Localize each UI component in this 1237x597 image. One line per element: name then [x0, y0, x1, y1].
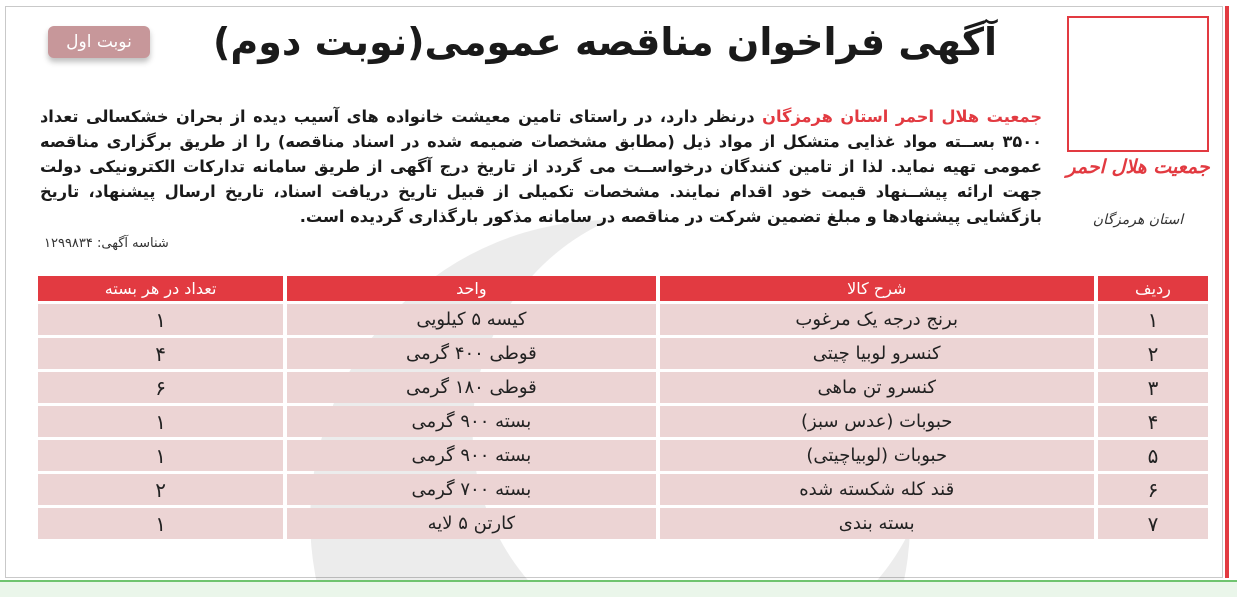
cell-quantity: ۱	[38, 508, 283, 539]
cell-unit: قوطی ۴۰۰ گرمی	[287, 338, 655, 369]
header-quantity: تعداد در هر بسته	[38, 276, 283, 301]
cell-description: کنسرو لوبیا چیتی	[660, 338, 1094, 369]
cell-unit: بسته ۷۰۰ گرمی	[287, 474, 655, 505]
cell-quantity: ۱	[38, 440, 283, 471]
table-row	[38, 372, 1208, 403]
cell-description: حبوبات (عدس سبز)	[660, 406, 1094, 437]
cell-unit: بسته ۹۰۰ گرمی	[287, 406, 655, 437]
header-description: شرح کالا	[660, 276, 1094, 301]
cell-unit: قوطی ۱۸۰ گرمی	[287, 372, 655, 403]
bottom-strip	[0, 580, 1237, 597]
cell-description: بسته بندی	[660, 508, 1094, 539]
cell-description: برنج درجه یک مرغوب	[660, 304, 1094, 335]
cell-row-number: ۲	[1098, 338, 1208, 369]
cell-unit: کارتن ۵ لایه	[287, 508, 655, 539]
header-row-number: ردیف	[1098, 276, 1208, 301]
announcement-text	[40, 104, 1042, 229]
cell-row-number: ۷	[1098, 508, 1208, 539]
cell-quantity: ۲	[38, 474, 283, 505]
cell-row-number: ۴	[1098, 406, 1208, 437]
announcement-body: درنظر دارد، در راستای تامین معیشت خانواده های آسیب دیده از بحران خشکسالی تعداد ۳۵۰۰ بســته مواد غذایی متشکل از مواد ذیل (مطابق مشخصات ضمیمه شده در اسناد مناقصه) را از طریق برگزاری مناقصه عمومی تهیه نماید. لذا از تامین کنندگان درخواســت می گردد از تاریخ درج آگهی از طریق سامانه تدارکات الکترونیکی دولت جهت ارائه پیشــنهاد قیمت خود اقدام نمایند. مشخصات تکمیلی از قبیل تاریخ دریافت اسناد، تاریخ ارسال پیشنهاد، تاریخ بازگشایی پیشنهادها و مبلغ تضمین شرکت در مناقصه در سامانه مذکور بارگذاری گردیده است.	[40, 107, 1042, 226]
cell-description: کنسرو تن ماهی	[660, 372, 1094, 403]
logo	[1067, 16, 1209, 152]
page-title: آگهی فراخوان مناقصه عمومی(نوبت دوم)	[213, 20, 997, 64]
cell-unit: کیسه ۵ کیلویی	[287, 304, 655, 335]
org-logo-province: استان هرمزگان	[1092, 212, 1184, 228]
table-row	[38, 440, 1208, 471]
cell-row-number: ۳	[1098, 372, 1208, 403]
table-row	[38, 474, 1208, 505]
table-row	[38, 338, 1208, 369]
table-row	[38, 406, 1208, 437]
cell-quantity: ۱	[38, 304, 283, 335]
org-name-highlight: جمعیت هلال احمر استان هرمزگان	[762, 107, 1042, 126]
cell-row-number: ۵	[1098, 440, 1208, 471]
accent-bar	[1225, 6, 1229, 578]
cell-unit: بسته ۹۰۰ گرمی	[287, 440, 655, 471]
ad-id: شناسه آگهی: ۱۲۹۹۸۳۴	[44, 236, 169, 251]
org-logo-name: جمعیت هلال احمر	[1066, 156, 1210, 178]
header-unit: واحد	[287, 276, 655, 301]
items-table	[34, 273, 1212, 542]
cell-quantity: ۱	[38, 406, 283, 437]
cell-quantity: ۶	[38, 372, 283, 403]
first-notice-badge: نوبت اول	[48, 26, 150, 58]
table-header-row	[38, 276, 1208, 301]
cell-row-number: ۶	[1098, 474, 1208, 505]
cell-row-number: ۱	[1098, 304, 1208, 335]
cell-description: قند کله شکسته شده	[660, 474, 1094, 505]
red-crescent-icon	[1089, 36, 1189, 136]
table-row	[38, 508, 1208, 539]
table-row	[38, 304, 1208, 335]
cell-quantity: ۴	[38, 338, 283, 369]
cell-description: حبوبات (لوبیاچیتی)	[660, 440, 1094, 471]
